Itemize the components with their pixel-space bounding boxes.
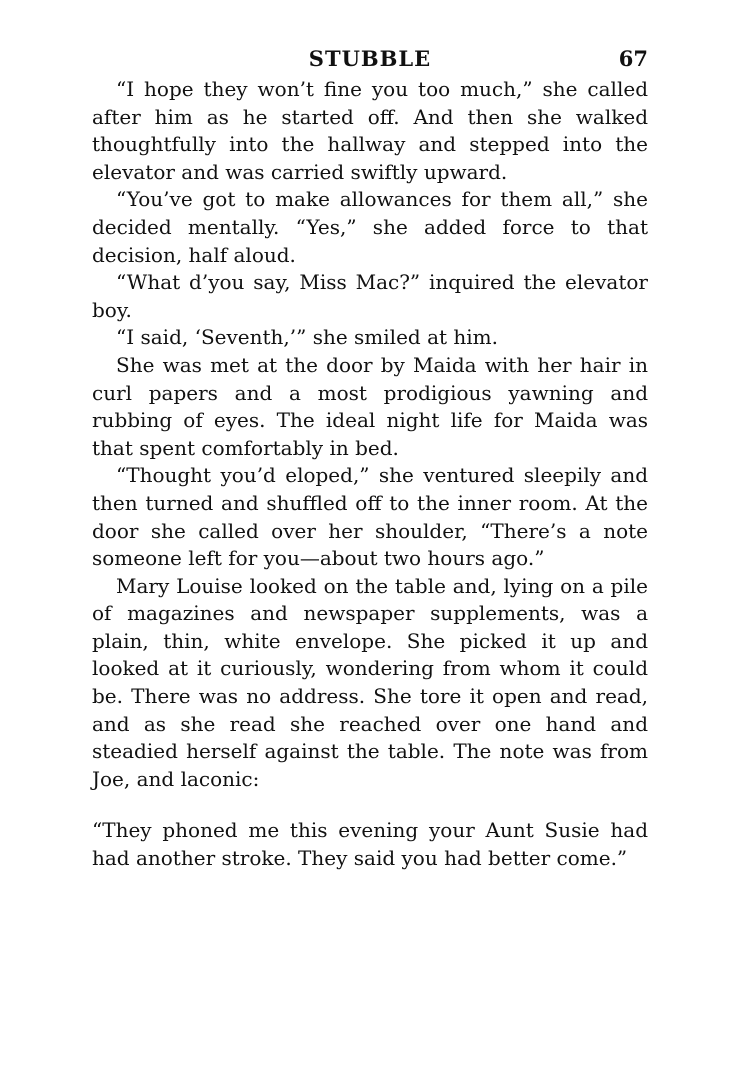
body-text — [92, 76, 648, 793]
paragraph: “I said, ‘Seventh,’” she smiled at him. — [116, 325, 498, 350]
running-title: STUBBLE — [308, 46, 432, 71]
paragraph: “What d’you say, Miss Mac?” inquired the elevator boy. — [92, 270, 648, 322]
book-page — [92, 44, 648, 873]
note-text: “They phoned me this evening your Aunt Susie had had another stroke. They said you had better come.” — [92, 818, 648, 871]
page-number: 67 — [618, 46, 648, 71]
quoted-note — [92, 817, 648, 872]
running-header — [92, 44, 648, 74]
paragraph: “I hope they won’t fine you too much,” she called after him as he started off. And then she walked thoughtfully into the hallway and stepped into the elevator and was carried swiftly upward. — [92, 77, 648, 184]
paragraph: “You’ve got to make allowances for them all,” she decided mentally. “Yes,” she added force to that decision, half aloud. — [92, 187, 648, 267]
paragraph: Mary Louise looked on the table and, lying on a pile of magazines and newspaper supplements, was a plain, thin, white envelope. She picked it up and looked at it curiously, wondering from whom it could be. There was no address. She tore it open and read, and as she read she reached over one hand and steadied herself against the table. The note was from Joe, and laconic: — [92, 573, 648, 791]
paragraph: “Thought you’d eloped,” she ventured sleepily and then turned and shuffled off to the inner room. At the door she called over her shoulder, “There’s a note someone left for you—about two hours ago.” — [92, 463, 648, 571]
paragraph: She was met at the door by Maida with her hair in curl papers and a most prodigious yawning and rubbing of eyes. The ideal night life for Maida was that spent comfortably in bed. — [92, 352, 648, 460]
